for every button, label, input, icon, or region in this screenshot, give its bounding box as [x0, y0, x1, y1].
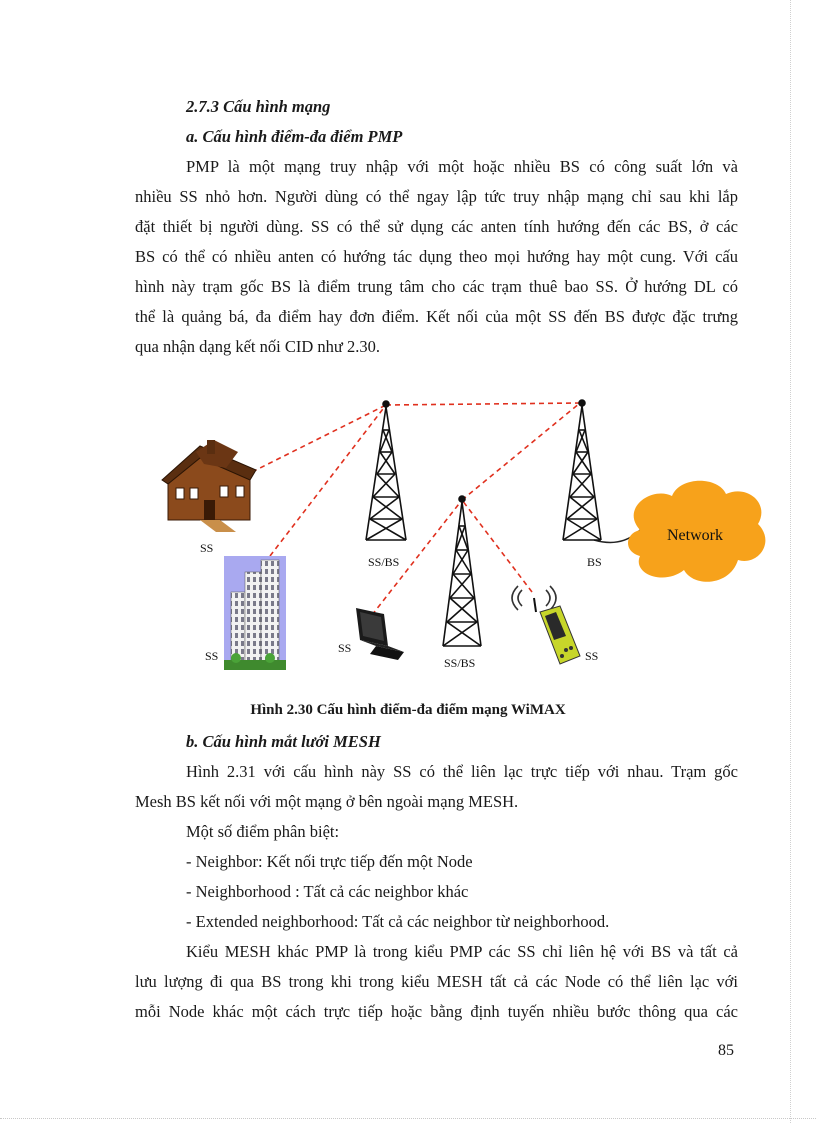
bullet-neighbor: - Neighbor: Kết nối trực tiếp đến một Node: [186, 852, 473, 871]
para2-line-1: Hình 2.31 với cấu hình này SS có thể liên lạc trực tiếp với nhau. Trạm gốc: [186, 762, 738, 781]
label-ssbs-middle: SS/BS: [444, 656, 476, 670]
house-icon: [162, 440, 256, 532]
label-ssbs-left: SS/BS: [368, 555, 400, 569]
page-bottom-border: [0, 1118, 816, 1119]
para1-line-1: PMP là một mạng truy nhập với một hoặc nhiều BS có công suất lớn và: [186, 157, 738, 176]
page-right-border: [790, 0, 791, 1123]
label-ss-laptop: SS: [338, 641, 352, 655]
label-ss-phone: SS: [585, 649, 599, 663]
para3-line-3: mỗi Node khác một cách trực tiếp hoặc bằng định tuyến nhiều bước thông qua các: [135, 1002, 738, 1021]
para3-line-1: Kiểu MESH khác PMP là trong kiểu PMP các SS chỉ liên hệ với BS và tất cả: [186, 942, 738, 961]
label-bs: BS: [587, 555, 602, 569]
tower-ssbs-left-icon: [366, 401, 406, 540]
link-left-tower-to-bs: [386, 403, 580, 405]
laptop-icon: [356, 608, 404, 660]
link-building-to-left-tower: [270, 405, 386, 556]
bullet-extended-neighborhood: - Extended neighborhood: Tất cả các neighbor từ neighborhood.: [186, 912, 610, 931]
wimax-pmp-figure: [0, 380, 816, 698]
bullet-neighborhood: - Neighborhood : Tất cả các neighbor khác: [186, 882, 469, 901]
para1-line-6: thể là quảng bá, đa điểm hay đơn điểm. Kết nối của một SS đến BS được đặc trưng: [135, 307, 738, 326]
subsection-b-heading: b. Cấu hình mắt lưới MESH: [186, 732, 381, 751]
figure-caption: Hình 2.30 Cấu hình điểm-đa điểm mạng WiMAX: [250, 702, 566, 718]
para1-line-2: nhiều SS nhỏ hơn. Người dùng có thể ngay lập tức truy nhập mạng chỉ sau khi lắp: [135, 187, 738, 206]
para2-line-2: Mesh BS kết nối với một mạng ở bên ngoài mạng MESH.: [135, 792, 519, 811]
distinction-intro: Một số điểm phân biệt:: [186, 822, 340, 841]
wireless-links: [236, 403, 580, 615]
mobile-phone-icon: [512, 586, 580, 664]
label-ss-building: SS: [205, 649, 219, 663]
section-heading: 2.7.3 Cấu hình mạng: [186, 97, 331, 116]
link-house-to-left-tower: [236, 405, 386, 480]
tower-bs-icon: [563, 400, 601, 540]
label-network: Network: [667, 527, 723, 544]
para1-line-4: BS có thể có nhiều anten có hướng tác dụng theo mọi hướng hay một cung. Với cấu: [135, 247, 738, 266]
para1-line-7: qua nhận dạng kết nối CID như 2.30.: [135, 337, 380, 356]
para1-line-3: đặt thiết bị người dùng. SS có thể sử dụng các anten tính hướng đến các BS, ở các: [135, 217, 738, 236]
page-number: 85: [718, 1042, 734, 1059]
para3-line-2: lưu lượng đi qua BS trong khi trong kiểu MESH tất cả các Node có thể liên lạc với: [135, 972, 738, 991]
para1-line-5: hình này trạm gốc BS là điểm trung tâm cho các trạm thuê bao SS. Ở hướng DL có: [135, 277, 738, 296]
subsection-a-heading: a. Cấu hình điểm-đa điểm PMP: [186, 127, 403, 146]
building-icon: [224, 556, 286, 670]
link-middle-tower-to-bs: [462, 403, 580, 500]
label-ss-house: SS: [200, 541, 214, 555]
